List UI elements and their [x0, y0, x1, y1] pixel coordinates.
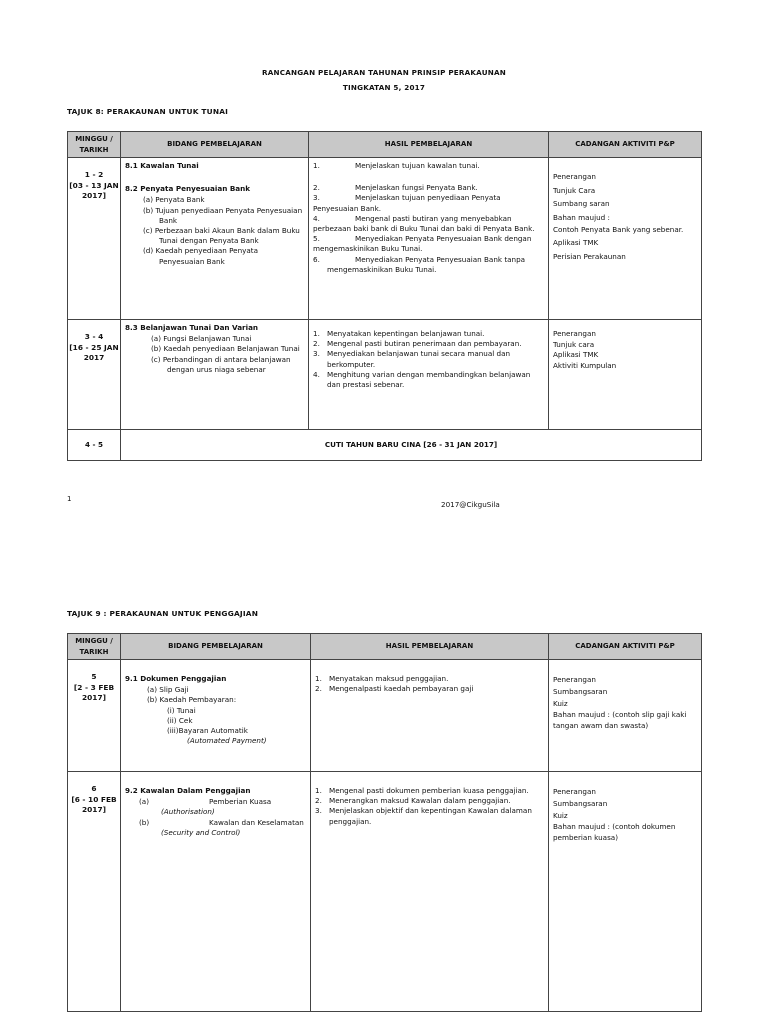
list-item: Sumbang saran	[553, 199, 610, 208]
list-item	[315, 796, 544, 806]
item-label: (b)	[139, 817, 150, 827]
minggu-number: 1 - 2	[84, 170, 104, 179]
item-number: 2.	[313, 183, 320, 193]
header-bidang: BIDANG PEMBELAJARAN	[121, 634, 311, 660]
minggu-cell	[68, 772, 121, 1012]
list-item: (b) Kaedah penyediaan Belanjawan Tunai	[151, 344, 300, 354]
list-item: Penerangan	[553, 675, 596, 684]
cuti-notice: CUTI TAHUN BARU CINA [26 - 31 JAN 2017]	[121, 430, 702, 461]
header-bidang: BIDANG PEMBELAJARAN	[121, 132, 309, 158]
list-item: (iii)Bayaran Automatik	[167, 726, 248, 736]
bidang-heading: 9.1 Dokumen Penggajian	[125, 674, 227, 683]
list-item: (a) Slip Gaji	[147, 685, 189, 695]
hasil-cell	[311, 660, 549, 772]
item-number: 4.	[313, 369, 320, 379]
list-item	[125, 797, 306, 807]
item-text: Menjelaskan objektif dan kepentingan Kawalan dalaman penggajian.	[329, 806, 532, 826]
item-number: 2.	[315, 684, 322, 694]
list-item: (b) Tujuan penyediaan Penyata Penyesuaian Bank	[143, 205, 303, 225]
list-item	[313, 339, 544, 349]
header-hasil: HASIL PEMBELAJARAN	[311, 634, 549, 660]
list-item: Penerangan	[553, 172, 596, 181]
list-item	[313, 193, 544, 213]
header-hasil: HASIL PEMBELAJARAN	[309, 132, 549, 158]
table-header-row	[68, 132, 702, 158]
document-subtitle: TINGKATAN 5, 2017	[342, 83, 426, 92]
item-text: Menyediakan belanjawan tunai secara manual dan berkomputer.	[327, 349, 511, 369]
item-number: 1.	[313, 161, 320, 170]
list-item	[315, 684, 544, 694]
list-item: Bahan maujud :	[553, 212, 610, 222]
list-item: Aplikasi TMK	[553, 350, 599, 359]
list-item: Penerangan	[553, 329, 596, 338]
item-text: Menerangkan maksud Kawalan dalam penggajian.	[329, 796, 511, 806]
aktiviti-cell	[549, 158, 702, 320]
footer-copyright: 2017@CikguSila	[441, 500, 500, 509]
item-text: Menjelaskan tujuan penyediaan Penyata Penyesuaian Bank.	[313, 193, 501, 213]
list-item	[313, 214, 544, 234]
item-text: Pemberian Kuasa	[209, 797, 272, 807]
item-text: Menyediakan Penyata Penyesuaian Bank tanpa mengemaskinikan Buku Tunai.	[327, 254, 526, 274]
list-item	[313, 349, 544, 369]
item-text: Menyatakan maksud penggajian.	[329, 674, 449, 683]
list-item: Penerangan	[553, 787, 596, 796]
list-item: (ii) Cek	[167, 715, 193, 725]
list-item: (Automated Payment)	[187, 736, 267, 746]
list-item	[313, 183, 544, 193]
tajuk-9-table	[67, 633, 702, 1012]
aktiviti-cell	[549, 320, 702, 430]
item-text: Kawalan dan Keselamatan	[209, 817, 304, 827]
item-english: (Security and Control)	[161, 827, 241, 837]
item-number: 6.	[313, 254, 320, 264]
bidang-heading: 8.3 Belanjawan Tunai Dan Varian	[125, 323, 259, 332]
list-item: Kuiz	[553, 699, 568, 708]
list-item: (c) Perbezaan baki Akaun Bank dalam Buku Tunai dengan Penyata Bank	[143, 226, 300, 246]
document-title: RANCANGAN PELAJARAN TAHUNAN PRINSIP PERAKAUNAN	[262, 68, 506, 77]
list-item: (a) Fungsi Belanjawan Tunai	[151, 334, 252, 344]
table-row	[68, 660, 702, 772]
list-item: Contoh Penyata Bank yang sebenar.	[553, 225, 684, 234]
list-item: Kuiz	[553, 811, 568, 820]
item-number: 2.	[315, 796, 322, 806]
list-item	[125, 818, 306, 828]
list-item: Bahan maujud : (contoh slip gaji kaki tangan awam dan swasta)	[553, 710, 687, 730]
item-number: 1.	[315, 674, 322, 683]
table-header-row	[68, 634, 702, 660]
list-item	[315, 806, 544, 826]
item-number: 1.	[315, 786, 322, 795]
item-number: 3.	[313, 193, 320, 203]
bidang-cell	[121, 772, 311, 1012]
minggu-number: 5	[91, 672, 97, 681]
list-item	[313, 329, 544, 339]
list-item: Tunjuk cara	[553, 339, 595, 349]
list-item: (a) Penyata Bank	[143, 195, 205, 205]
item-text: Mengenal pasti butiran yang menyebabkan perbezaan baki bank di Buku Tunai dan baki di Penyata Bank.	[313, 213, 535, 234]
tajuk-8-title: TAJUK 8: PERAKAUNAN UNTUK TUNAI	[67, 107, 229, 116]
bidang-cell	[121, 158, 309, 320]
list-item	[315, 674, 544, 684]
minggu-date: [16 - 25 JAN 2017	[69, 342, 119, 362]
minggu-date: [03 - 13 JAN 2017]	[69, 180, 119, 200]
bidang-heading: 8.2 Penyata Penyesuaian Bank	[125, 184, 251, 194]
list-item: (b) Kaedah Pembayaran:	[147, 695, 237, 705]
minggu-cell	[68, 660, 121, 772]
item-number: 1.	[313, 329, 320, 338]
list-item: Aktiviti Kumpulan	[553, 360, 617, 370]
list-item: Tunjuk Cara	[553, 185, 596, 195]
header-minggu: MINGGU / TARIKH	[68, 634, 121, 660]
table-row	[68, 430, 702, 461]
hasil-cell	[309, 320, 549, 430]
list-item	[313, 255, 544, 275]
item-text: Menyatakan kepentingan belanjawan tunai.	[327, 329, 485, 338]
minggu-cell	[68, 158, 121, 320]
table-row	[68, 320, 702, 430]
minggu-cell	[68, 320, 121, 430]
list-item	[315, 786, 544, 796]
bidang-heading: 8.1 Kawalan Tunai	[125, 161, 199, 170]
list-item: (c) Perbandingan di antara belanjawan dengan urus niaga sebenar	[151, 354, 291, 374]
item-text: Menghitung varian dengan membandingkan belanjawan dan prestasi sebenar.	[327, 369, 531, 390]
item-number: 2.	[313, 339, 320, 349]
list-item: Perisian Perakaunan	[553, 251, 626, 261]
table-row	[68, 772, 702, 1012]
list-item: Bahan maujud : (contoh dokumen pemberian kuasa)	[553, 822, 676, 842]
aktiviti-cell	[549, 660, 702, 772]
list-item	[313, 370, 544, 390]
bidang-heading: 9.2 Kawalan Dalam Penggajian	[125, 786, 251, 795]
table-row	[68, 158, 702, 320]
minggu-number: 3 - 4	[84, 332, 104, 341]
item-label: (a)	[139, 797, 150, 807]
minggu-number: 6	[91, 784, 97, 793]
minggu-cell: 4 - 5	[68, 430, 121, 461]
page-number: 1	[67, 495, 72, 503]
header-cadangan: CADANGAN AKTIVITI P&P	[549, 132, 702, 158]
item-text: Menjelaskan fungsi Penyata Bank.	[355, 183, 478, 193]
hasil-cell	[309, 158, 549, 320]
item-english: (Authorisation)	[161, 807, 215, 817]
item-text: Menjelaskan tujuan kawalan tunai.	[355, 161, 480, 170]
item-text: Mengenalpasti kaedah pembayaran gaji	[329, 684, 474, 694]
item-number: 3.	[313, 349, 320, 359]
bidang-cell	[121, 320, 309, 430]
header-minggu: MINGGU / TARIKH	[68, 132, 121, 158]
header-cadangan: CADANGAN AKTIVITI P&P	[549, 634, 702, 660]
item-text: Mengenal pasti dokumen pemberian kuasa penggajian.	[329, 786, 529, 795]
item-number: 4.	[313, 213, 320, 223]
list-item: (d) Kaedah penyediaan Penyata Penyesuaian Bank	[143, 246, 259, 266]
tajuk-8-table	[67, 131, 702, 461]
minggu-date: [6 - 10 FEB 2017]	[71, 794, 117, 814]
list-item: Sumbangsaran	[553, 799, 608, 808]
item-text: Menyediakan Penyata Penyesuaian Bank dengan mengemaskinikan Buku Tunai.	[313, 234, 532, 254]
item-number: 3.	[315, 806, 322, 816]
list-item: Sumbangsaran	[553, 687, 608, 696]
item-number: 5.	[313, 234, 320, 244]
list-item	[313, 161, 544, 171]
tajuk-9-title: TAJUK 9 : PERAKAUNAN UNTUK PENGGAJIAN	[67, 609, 259, 618]
hasil-cell	[311, 772, 549, 1012]
list-item: (i) Tunai	[167, 705, 196, 715]
list-item	[313, 234, 544, 254]
aktiviti-cell	[549, 772, 702, 1012]
item-text: Mengenal pasti butiran penerimaan dan pembayaran.	[327, 339, 522, 349]
minggu-date: [2 - 3 FEB 2017]	[73, 682, 115, 702]
bidang-cell	[121, 660, 311, 772]
list-item: Aplikasi TMK	[553, 238, 599, 247]
